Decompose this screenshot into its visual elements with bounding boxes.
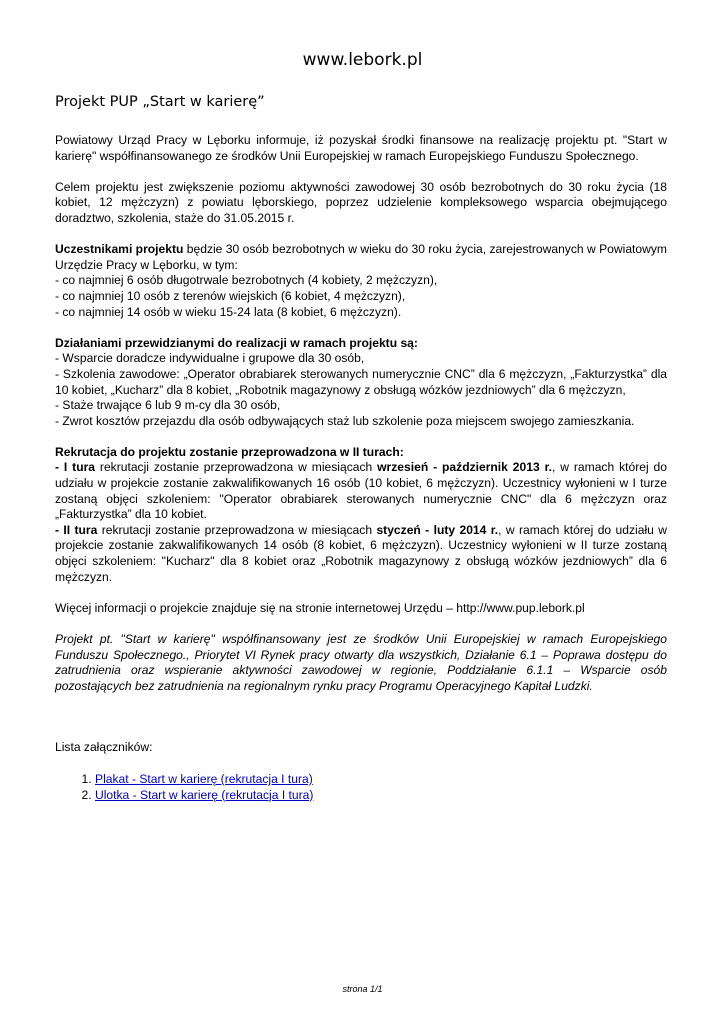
tour-2-details: , w ramach której do udziału w projekcie zostanie zakwalifikowanych 14 osób (8 kobiet, 6 mężczyzn). Uczestnicy wyłonieni w II turze zostaną objęci szkoleniem: "Kucharz" dla 8 kobiet oraz „Robotnik magazynowy z obsługą wózków jezdniowych” dla 6 mężczyzn. bbox=[55, 522, 667, 584]
recruitment-tour-2 bbox=[55, 523, 667, 585]
attachments-list bbox=[55, 772, 667, 803]
attachments-heading: Lista załączników: bbox=[55, 740, 153, 755]
page-title: Projekt PUP „Start w karierę” bbox=[55, 94, 265, 110]
tour-1-label: - I tura bbox=[55, 460, 96, 475]
site-name: www.lebork.pl bbox=[302, 50, 423, 70]
more-info-paragraph: Więcej informacji o projekcie znajduje się na stronie internetowej Urzędu – http://www.pup.lebork.pl bbox=[55, 600, 585, 615]
tour-1-text: rekrutacji zostanie przeprowadzona w miesiącach bbox=[95, 460, 378, 475]
participants-lead-text: będzie 30 osób bezrobotnych w wieku do 30 roku życia, zarejestrowanych w Powiatowym Urzędzie Pracy w Lęborku, w tym: bbox=[55, 242, 667, 272]
list-item: - Zwrot kosztów przejazdu dla osób odbywających staż lub szkolenie poza miejscem swojego zamieszkania. bbox=[55, 413, 635, 428]
funding-note: Projekt pt. "Start w karierę" współfinansowany jest ze środków Unii Europejskiej w ramach Europejskiego Funduszu Społecznego., Priorytet VI Rynek pracy otwarty dla wszystkich, Działanie 6.1 – Poprawa dostępu do zatrudnienia oraz wspieranie aktywności zawodowej w regionie, Poddziałanie 6.1.1 – Wsparcie osób pozostających bez zatrudnienia na regionalnym rynku pracy Programu Operacyjnego Kapitał Ludzki. bbox=[55, 632, 667, 693]
list-item: - Wsparcie doradcze indywidualne i grupowe dla 30 osób, bbox=[55, 351, 365, 366]
tour-1-months: wrzesień - październik 2013 r. bbox=[377, 460, 552, 475]
goal-paragraph: Celem projektu jest zwiększenie poziomu aktywności zawodowej 30 osób bezrobotnych do 30 roku życia (18 kobiet, 12 mężczyzn) z powiatu lęborskiego, poprzez udzielenie kompleksowego wsparcia obejmującego doradztwo, szkolenia, staże do 31.05.2015 r. bbox=[55, 179, 667, 225]
list-item: - Szkolenia zawodowe: „Operator obrabiarek sterowanych numerycznie CNC” dla 6 mężczyzn, „Fakturzystka” dla 10 kobiet, „Kucharz” dla 8 kobiet, „Robotnik magazynowy z obsługą wózków jezdniowych” dla 6 mężczyzn, bbox=[55, 366, 667, 397]
participants-lead bbox=[55, 242, 667, 273]
attachment-link-plakat[interactable]: Plakat - Start w karierę (rekrutacja I tura) bbox=[95, 771, 313, 786]
page-footer: strona 1/1 bbox=[342, 984, 383, 994]
list-item: - co najmniej 10 osób z terenów wiejskich (6 kobiet, 4 mężczyzn), bbox=[55, 288, 406, 303]
list-item: - co najmniej 6 osób długotrwale bezrobotnych (4 kobiety, 2 mężczyzn), bbox=[55, 273, 438, 288]
list-item: - co najmniej 14 osób w wieku 15-24 lata (8 kobiet, 6 mężczyzn). bbox=[55, 304, 402, 319]
tour-2-months: styczeń - luty 2014 r. bbox=[376, 522, 499, 537]
intro-paragraph: Powiatowy Urząd Pracy w Lęborku informuje, iż pozyskał środki finansowe na realizację projektu pt. "Start w karierę" współfinansowanego ze środków Unii Europejskiej w ramach Europejskiego Funduszu Społecznego. bbox=[55, 133, 667, 163]
attachment-item bbox=[95, 772, 667, 788]
tour-2-text: rekrutacji zostanie przeprowadzona w miesiącach bbox=[97, 522, 377, 537]
attachment-link-ulotka[interactable]: Ulotka - Start w karierę (rekrutacja I tura) bbox=[95, 787, 314, 802]
recruitment-section bbox=[55, 445, 667, 585]
tour-2-label: - II tura bbox=[55, 522, 98, 537]
participants-section bbox=[55, 242, 667, 320]
actions-section bbox=[55, 336, 667, 430]
participants-lead-bold: Uczestnikami projektu bbox=[55, 242, 184, 257]
attachment-item bbox=[95, 788, 667, 804]
tour-1-details: , w ramach której do udziału w projekcie zostanie zakwalifikowanych 16 osób (10 kobiet, 6 mężczyzn). Uczestnicy wyłonieni w I turze zostaną objęci szkoleniem: "Operator obrabiarek sterowanych numerycznie CNC" dla 6 mężczyzn oraz „Fakturzystka” dla 10 kobiet. bbox=[55, 460, 667, 522]
recruitment-heading: Rekrutacja do projektu zostanie przeprowadzona w II turach: bbox=[55, 444, 404, 459]
article-body bbox=[55, 133, 667, 803]
actions-heading: Działaniami przewidzianymi do realizacji w ramach projektu są: bbox=[55, 335, 418, 350]
list-item: - Staże trwające 6 lub 9 m-cy dla 30 osób, bbox=[55, 398, 281, 413]
recruitment-tour-1 bbox=[55, 460, 667, 522]
